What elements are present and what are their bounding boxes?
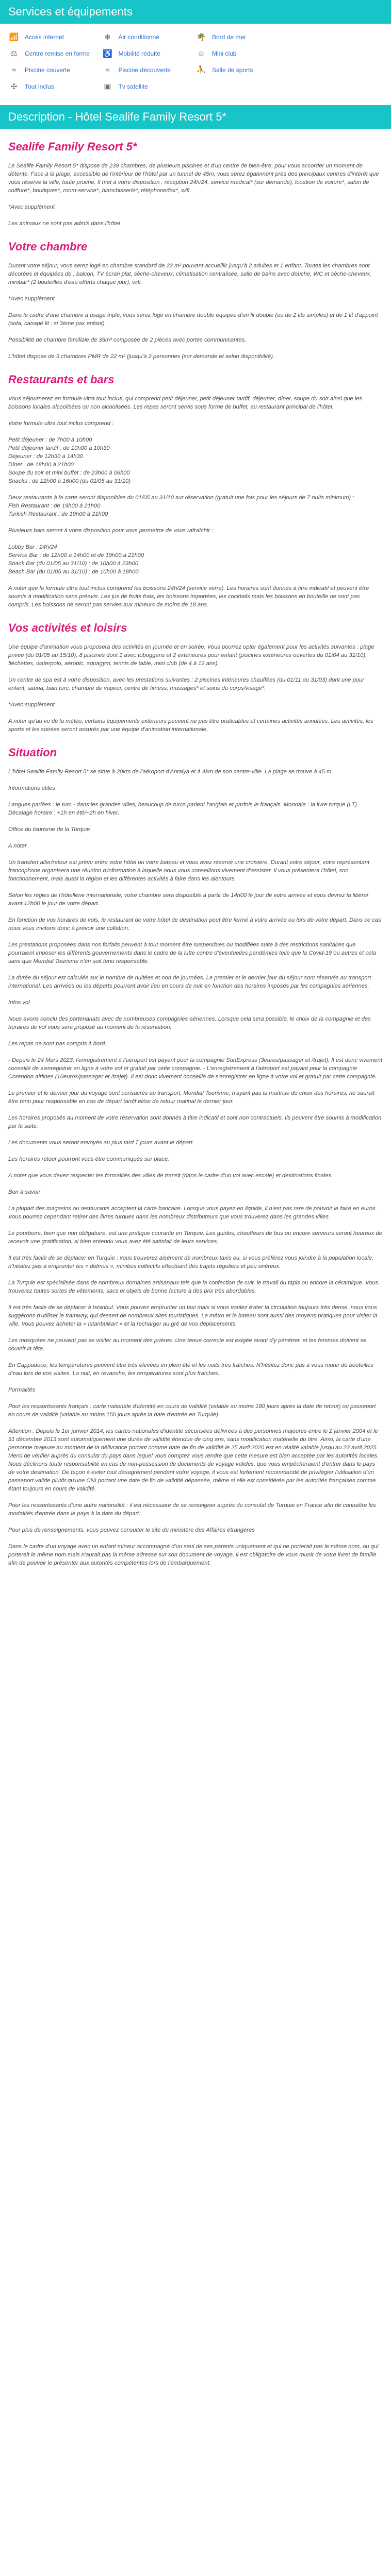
- transport-days: Le premier et le dernier jour du voyage sont consacrés au transport. Mondial Tourisme, n'ayant pas la maîtrise du choix des horaires, ne saurait être tenu pour responsable en cas de départ tardif et/ou de retour matinal le dernier jour.: [8, 1090, 375, 1105]
- rooms-pmr: L'hôtel dispose de 3 chambres PMR de 22 m² (jusqu'à 2 personnes (sur demande et selon disponibilité).: [8, 353, 275, 360]
- amenity-fitness: [8, 47, 102, 60]
- istanbul-transport-info: Il est très facile de se déplacer à Istanbul. Vous pouvez emprunter un taxi mais si vous voulez éviter la circulation toujours très dense, nous vous suggérons d'utiliser le tramway, qui dessert de nombreux sites touristiques. Le métro et le bateau sont aussi des moyens pratiques pour visiter la ville. Vous pouvez acheter la « Istanbulkart » et la recharger au gré de vos déplacements.: [8, 1304, 378, 1327]
- bars-list: [8, 543, 383, 576]
- note-heading: A noter: [8, 843, 27, 849]
- mini-club-icon: ☺: [197, 49, 205, 58]
- palm-tree-icon: 🌴: [196, 33, 206, 42]
- schedule-line: Soupe du soir et mini buffet : de 23h00 à 06h00: [8, 470, 130, 476]
- hotel-title: Sealife Family Resort 5*: [8, 140, 137, 153]
- payment-info: La plupart des magasins ou restaurants acceptent la carte bancaire. Lorsque vous payez en liquide, il n'est pas rare de pouvoir le faire en euros. Vous pourrez cependant retirer des livres turques dans les nombreux distributeurs que vous trouverez dans les grandes villes.: [8, 1206, 377, 1220]
- transport-local-info: Il est très facile de se déplacer en Turquie : vous trouverez aisément de nombreux taxis ou, si vous préférez vous joindre à la population locale, n'hésitez pas à emprunter les « dolmus », minibus collectifs effectuant des trajets réguliers et peu onéreux.: [8, 1255, 374, 1269]
- restaurants-note: A noter que la formule ultra tout inclus comprend les boissons 24h/24 (service verre). Les horaires sont donnés à titre indicatif et peuvent être soumis à modification sans préavis. Les jus de fruits frais, les boissons importées, les cocktails mais les boissons en bouteille ne sont pas compris. Les boissons ne seront pas servies aux mineurs de moins de 18 ans.: [8, 585, 369, 608]
- amenity-label: Mobilité réduite: [118, 50, 160, 57]
- rooms-title: Votre chambre: [8, 240, 88, 253]
- rooms-paragraph: Durant votre séjour, vous serez logé en chambre standard de 22 m² pouvant accueillir jusqu'à 2 adultes et 1 enfant. Toutes les chambres sont décorées et équipées de : balcon, TV écran plat, sèche-cheveux, climatisation centralisée, salle de bains avec douche, WC et sèche-cheveux, minibar* (2 bouteilles d'eau offerts chaque jour), wifi.: [8, 263, 371, 285]
- tourism-office-link[interactable]: Office du tourisme de la Turquie: [8, 826, 90, 833]
- schedule-line: Snacks : de 12h00 à 16h00 (du 01/05 au 31/10): [8, 478, 131, 484]
- services-header: [0, 0, 391, 24]
- bars-intro: Plusieurs bars seront à votre disposition pour vous permettre de vous rafraîchir :: [8, 528, 214, 534]
- description-content: [0, 140, 391, 1584]
- a-la-carte-line: Turkish Restaurant : de 19h00 à 21h00: [8, 511, 108, 517]
- restaurant-schedule: [8, 436, 383, 485]
- amenities-grid: [0, 24, 391, 98]
- leisure-weather: A noter qu'au vu de la météo, certains équipements extérieurs peuvent ne pas être praticables et certaines activités annulées. Les activités, les sports et les soirées seront assurés par une équipe d'animation internationale.: [8, 718, 373, 733]
- amenity-label: Piscine découverte: [118, 66, 171, 74]
- id-card-warning: Attention : Depuis le 1er janvier 2014, les cartes nationales d'identité sécurisées délivrées à des personnes majeures entre le 2 janvier 2004 et le 31 décembre 2013 sont automatiquement une durée de validité étendue de cinq ans, sans modification matérielle du titre. Ainsi, la carte d'une personne majeure au moment de la délivrance portant comme date de fin de validité le 25 avril 2020 est en réalité valable jusqu'au 23 avril 2025. Merci de vérifier auprès du consulat du pays dans lequel vous comptez vous rendre que cette mesure est bien acceptée par les autorités locales. Nous déclinons toute responsabilité en cas de non-possession de documents de voyage valides, que vous empêcheraient d'entrer dans le pays de votre destination. De façon à éviter tout désagrément pendant votre voyage, il vous est fortement recommandé de privilégier l'utilisation d'un passeport valide plutôt qu'une CNI portant une date de fin de validité dépassée, même si elle est considérée par les autorités françaises comme étant toujours en cours de validité.: [8, 1428, 379, 1492]
- documents-sent: Les documents vous seront envoyés au plus tard 7 jours avant le départ.: [8, 1140, 194, 1146]
- amenity-reduced-mobility: [102, 47, 196, 60]
- amenity-label: Mini club: [212, 50, 237, 57]
- leisure-note: *Avec supplément: [8, 702, 55, 708]
- amenity-label: Tv satellite: [118, 83, 148, 90]
- a-la-carte-intro: Deux restaurants à la carte seront disponibles du 01/05 au 31/10 sur réservation (gratuit une fois pour les séjours de 7 nuits minimum) :: [8, 495, 354, 501]
- situation-location: L'hôtel Sealife Family Resort 5* se situe à 20km de l'aéroport d'Antalya et à 4km de son centre-ville. La plage se trouve à 45 m.: [8, 769, 333, 775]
- french-nationals-info: Pour les ressortissants français : carte nationale d'identité en cours de validité (valable au moins 180 jours après la date de retour) ou passeport en cours de validité (valable au moins 150 jours après la date d'entrée en Turquie).: [8, 1403, 376, 1418]
- description-header: [0, 105, 391, 129]
- restaurants-formula: Votre formule ultra tout inclus comprend :: [8, 420, 114, 427]
- foreign-affairs-link[interactable]: Pour plus de renseignements, vous pouvez consulter le site du ministère des Affaires étrangères: [8, 1527, 255, 1533]
- bar-line: Beach Bar (du 01/05 au 31/10) : de 10h00 à 18h00: [8, 569, 139, 575]
- schedule-indicative: Les horaires proposés au moment de votre réservation sont donnés à titre indicatif et sont non contractuels. Ils peuvent être soumis à modification par la suite.: [8, 1115, 382, 1129]
- pool-icon: ≈: [105, 65, 110, 75]
- good-to-know-heading: Bon à savoir: [8, 1189, 41, 1195]
- rooms-family: Possibilité de chambre familiale de 35m² composée de 2 pièces avec portes communicantes.: [8, 337, 247, 343]
- restaurants-title: Restaurants et bars: [8, 373, 115, 386]
- rooms-triple: Dans le cadre d'une chambre à usage triple, vous serez logé en chambre double équipée d'un lit double (ou de 2 lits simples) et de 1 lit d'appoint (sofa, canapé lit : si 3ème pax enfant).: [8, 312, 378, 327]
- amenity-label: Piscine couverte: [25, 66, 71, 74]
- situation-title: Situation: [8, 746, 57, 759]
- duration-info: La durée du séjour est calculée sur le nombre de nuitées et non de journées. Le premier et le dernier jour du séjour sont réservés au transport international. Les arrivées ou les départs pourront avoir lieu en cours de nuit en fonction des horaires imposés par les compagnies aériennes.: [8, 975, 371, 989]
- leisure-paragraph: Une équipe d'animation vous proposera des activités en journée et en soirée. Vous pourrez opter également pour les activités suivantes : plage privée (du 01/05 au 15/10), 8 piscines dont 1 avec toboggans et 2 extérieures pour enfant (piscines extérieures ouvertes du 01/04 au 31/10), fléchettes, waterpolo, aérobic, aquagym, tennis de table, mini club (de 4 à 12 ans).: [8, 644, 374, 667]
- other-nationals-info: Pour les ressortissants d'une autre nationalité : il est nécessaire de se renseigner auprès du consulat de Turquie en France afin de connaître les modalités d'entrée dans le pays à la date du départ.: [8, 1502, 376, 1517]
- hotel-pets: Les animaux ne sont pas admis dans l'hôtel: [8, 221, 120, 227]
- transfer-info: Un transfert aller/retour est prévu entre votre hôtel ou votre bateau et vous avez réservé une croisière. Durant votre séjour, votre représentant francophone organisera une réunion d'information à laquelle nous vous conseillons vivement d'assister. Il vous présentera l'hôtel, son fonctionnement, mais aussi la région et les différentes activités à faire dans les alentours.: [8, 859, 370, 882]
- amenity-mini-club: [196, 47, 289, 60]
- a-la-carte-line: Fish Restaurant : de 19h00 à 21h00: [8, 503, 101, 509]
- flight-info-heading: Infos vol: [8, 999, 30, 1006]
- services-title: Services et équipements: [8, 5, 133, 18]
- leisure-title: Vos activités et loisirs: [8, 621, 127, 634]
- rooms-note: *Avec supplément: [8, 296, 55, 302]
- leisure-spa: Un centre de spa est à votre disposition, avec les prestations suivantes : 2 piscines intérieures chauffées (du 01/11 au 31/03) dont une pour enfant, sauna, bain turc, chambre de vapeur, centre de fitness, massages* et soins du corps/visage*.: [8, 677, 365, 691]
- amenity-outdoor-pool: [102, 64, 196, 76]
- description-title: Description - Hôtel Sealife Family Resort 5*: [8, 110, 227, 123]
- schedule-line: Déjeuner : de 12h30 à 14h30: [8, 453, 83, 460]
- cappadocia-info: En Cappadoce, les températures peuvent être très élevées en plein été et les nuits très fraîches. N'hésitez donc pas à vous munir de bouteilles d'eau lors de vos visites. La nuit, en revanche, les températures sont plus fraîches.: [8, 1362, 373, 1377]
- tv-icon: ▣: [104, 82, 111, 91]
- return-schedule: Les horaires retour pourront vous être communiqués sur place.: [8, 1156, 170, 1162]
- amenity-label: Bord de mer: [212, 33, 247, 41]
- mosques-info: Les mosquées ne peuvent pas se visiter au moment des prières. Une tenue correcte est exigée avant d'y pénétrer, et les femmes doivent se couvrir la tête.: [8, 1337, 367, 1352]
- amenity-label: Salle de sports: [212, 66, 253, 74]
- amenity-label: Centre remise en forme: [25, 50, 90, 57]
- schedule-line: Dîner : de 18h00 à 21h00: [8, 462, 74, 468]
- sanitary-info: Les prestations proposées dans nos forfaits peuvent à tout moment être suspendues ou modifiées suite à des restrictions sanitaires que pourraient imposer les différents gouvernements dans le cadre de la lutte contre d'éventuelles pandémies telle que la Covid-19 ou autres et cela sans que Mondial Tourisme n'en soit tenu responsable.: [8, 942, 376, 964]
- amenity-label: Accès internet: [25, 33, 64, 41]
- all-inclusive-icon: ✣: [10, 82, 18, 91]
- schedule-line: Petit déjeuner tardif : de 10h00 à 10h30: [8, 445, 110, 451]
- amenity-sports-hall: [196, 64, 289, 76]
- dumbbell-icon: ⚖: [10, 49, 18, 58]
- amenity-all-inclusive: [8, 80, 102, 93]
- restaurants-paragraph: Vous séjournerez en formule ultra tout inclus, qui comprend petit déjeuner, petit déjeuner tardif, déjeuner, dîner, soupe du soir ainsi que les boissons locales alcoolisées ou non alcoolisées. Les repas seront servis sous forme de buffet, au restaurant principal de l'hôtel.: [8, 396, 363, 410]
- amenity-label: Air conditionné: [118, 33, 159, 41]
- wheelchair-icon: ♿: [103, 49, 112, 58]
- restaurant-hours-info: En fonction de vos horaires de vols, le restaurant de votre hôtel de destination peut être fermé à votre arrivée ou lors de votre départ. Dans ce cas nous vous invitons donc à prévoir une collation.: [8, 917, 381, 931]
- minor-travel-info: Dans le cadre d'un voyage avec un enfant mineur accompagné d'un seul de ses parents uniquement et qui ne porterait pas le même nom, ou qui porterait le même nom mais n'aurait pas la même adresse sur son document de voyage, il est obligatoire de vous munir de votre livret de famille afin de pouvoir le présenter aux autorités compétentes lors de l'embarquement.: [8, 1544, 379, 1566]
- bar-line: Lobby Bar : 24h/24: [8, 544, 57, 550]
- hotel-note: *Avec supplément: [8, 204, 55, 210]
- useful-info: Langues parlées : le turc - dans les grandes villes, beaucoup de turcs parlent l'anglais et parfois le français. Monnaie : la livre turque (LT). Décalage horaire : +1h en été/+2h en hiver.: [8, 802, 359, 816]
- snowflake-icon: ❄: [104, 33, 111, 42]
- indoor-pool-icon: ≈: [11, 65, 17, 75]
- airline-partners: Nous avons conclu des partenariats avec de nombreuses compagnies aériennes. Lorsque cela sera possible, le choix de la compagnie et des horaires de vol vous sera proposé au moment de la réservation.: [8, 1016, 371, 1030]
- checkin-info: Selon les règles de l'hôtellerie internationale, votre chambre sera disponible à partir de 14h00 le jour de votre arrivée et vous devrez la libérer avant 12h00 le jour de votre départ.: [8, 892, 369, 907]
- formalities-heading: Formalités: [8, 1387, 36, 1393]
- bar-line: Service Bar : de 12h00 à 14h00 et de 19h00 à 21h00: [8, 552, 144, 558]
- meals-onboard: Les repas ne sont pas compris à bord.: [8, 1041, 107, 1047]
- schedule-line: Petit déjeuner : de 7h00 à 10h00: [8, 437, 92, 443]
- bar-line: Snack Bar (du 01/05 au 31/10) : de 10h00 à 23h00: [8, 561, 138, 567]
- amenity-tv: [102, 80, 196, 93]
- amenity-internet: [8, 31, 102, 43]
- wifi-icon: 📶: [9, 33, 19, 42]
- hotel-paragraph: Le Sealife Family Resort 5* dispose de 239 chambres, de plusieurs piscines et d'un centre de bien-être, pour vous accorder un moment de détente. Face à la plage, accessible de l'intérieur de l'hôtel par un tunnel de 45m, vous serez également près des principaux centres d'intérêt que vous réserve la ville, toute proche. Il met à votre disposition : réception 24h/24, service médical* (sur demande), location de voiture*, salon de coiffure*, boutiques*, room-service*, blanchisserie*, téléphone/fax*, wifi.: [8, 163, 379, 194]
- transit-formalities: A noter que vous devez respecter les formalités des villes de transit (dans le cadre d'un vol avec escale) et destinations finales.: [8, 1173, 333, 1179]
- amenity-seaside: [196, 31, 289, 43]
- useful-info-heading: Informations utiles: [8, 785, 55, 791]
- checkin-fees: - Depuis le 24 Mars 2023, l'enregistrement à l'aéroport est payant pour la compagnie SunExpress (3euros/passager et /trajet). Il est donc vivement conseillé de s'enregistrer en ligne à votre vol et gratuit par cette compagnie. - L'enregistrement à l'aéroport est payant pour la compagnie Corendon airlines (10euros/passager et /trajet). Il est donc vivement conseillé de s'enregistrer en ligne à votre vol et gratuit par cette compagnie.: [8, 1057, 382, 1080]
- sports-hall-icon: ⛹: [196, 66, 206, 75]
- amenity-air-conditioning: [102, 31, 196, 43]
- crafts-info: La Turquie est spécialisée dans de nombreux domaines artisanaux tels que la confection de cuir, le travail du tapis ou encore la céramique. Vous trouverez toutes sortes de vêtements, sacs et objets de bonne facture à des prix très abordables.: [8, 1280, 379, 1294]
- a-la-carte: [8, 494, 383, 518]
- amenity-indoor-pool: [8, 64, 102, 76]
- amenity-label: Tout inclus: [25, 83, 54, 90]
- tipping-info: Le pourboire, bien que non obligatoire, est une pratique courante en Turquie. Les guides, chauffeurs de bus ou encore serveurs seront heureux de recevoir une gratification, si bien entendu vous avez été satisfait de leurs services.: [8, 1230, 382, 1245]
